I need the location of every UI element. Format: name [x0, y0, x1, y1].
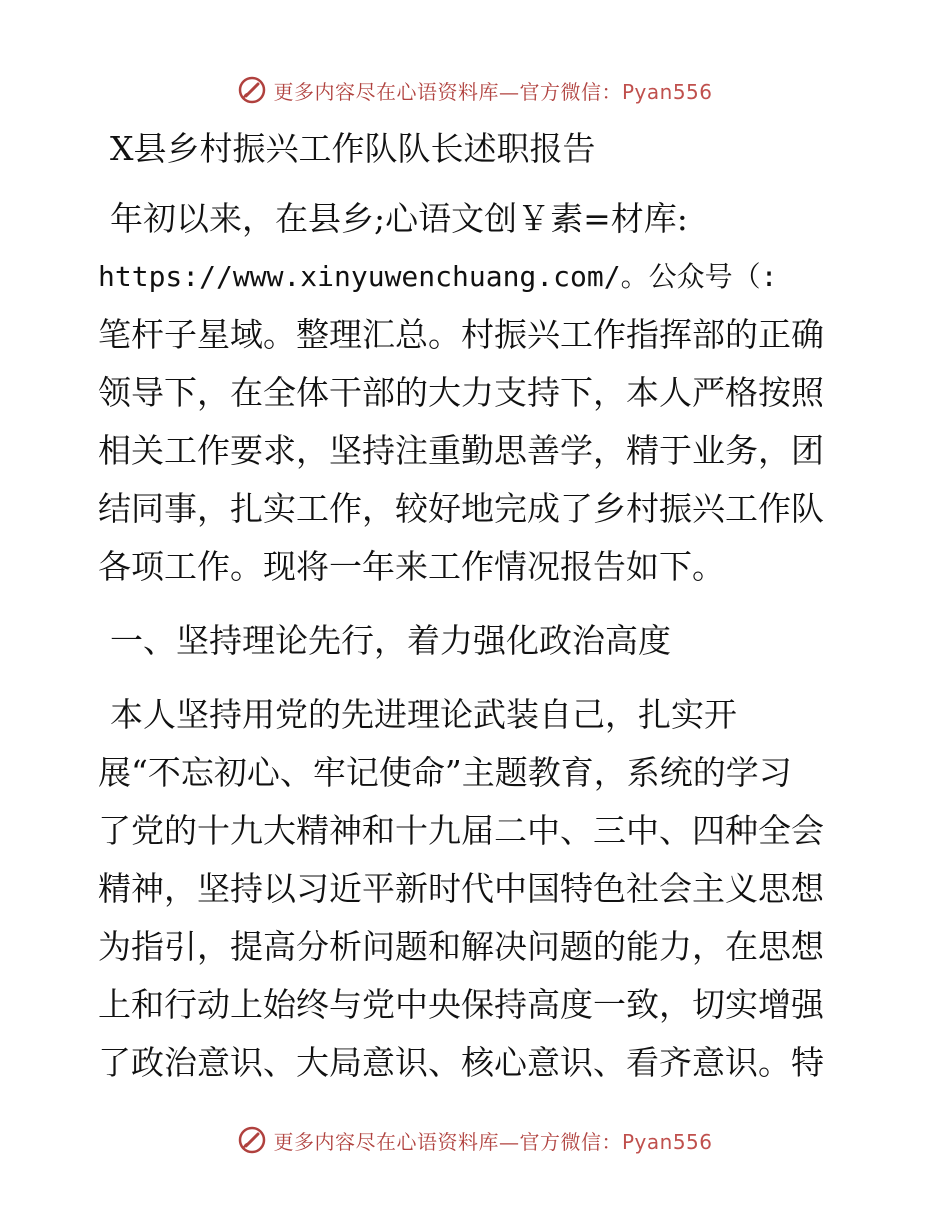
paragraph-line: 精神，坚持以习近平新时代中国特色社会主义思想	[98, 869, 824, 908]
paragraph-line: 年初以来，在县乡;心语文创￥素=材库:	[110, 199, 688, 238]
section-heading: 一、坚持理论先行，着力强化政治高度	[110, 621, 671, 660]
banner-text-cn: 更多内容尽在心语资料库—官方微信：	[273, 1129, 622, 1154]
document-body	[98, 120, 848, 1092]
paragraph-line: 了政治意识、大局意识、核心意识、看齐意识。特	[98, 1043, 824, 1082]
banner-wechat-id: Pyan556	[621, 79, 713, 104]
paragraph-line: 了党的十九大精神和十九届二中、三中、四种全会	[98, 811, 824, 850]
top-watermark-banner	[0, 70, 950, 110]
paragraph-line: 各项工作。现将一年来工作情况报告如下。	[98, 547, 725, 586]
paragraph-line: 上和行动上始终与党中央保持高度一致，切实增强	[98, 985, 824, 1024]
brush-logo-icon	[237, 1125, 267, 1155]
paragraph-line: 结同事，扎实工作，较好地完成了乡村振兴工作队	[98, 489, 824, 528]
banner-text	[273, 76, 712, 105]
banner-text	[273, 1126, 712, 1155]
paragraph-line: 相关工作要求，坚持注重勤思善学，精于业务，团	[98, 431, 824, 470]
bottom-watermark-banner	[0, 1120, 950, 1160]
banner-wechat-id: Pyan556	[621, 1129, 713, 1154]
banner-text-cn: 更多内容尽在心语资料库—官方微信：	[273, 79, 622, 104]
brush-logo-icon	[237, 75, 267, 105]
paragraph-line: 笔杆子星域。整理汇总。村振兴工作指挥部的正确	[98, 315, 824, 354]
paragraph-line: 领导下，在全体干部的大力支持下，本人严格按照	[98, 373, 824, 412]
paragraph-line-url: https://www.xinyuwenchuang.com/。公众号（:	[98, 260, 778, 293]
paragraph-line: 本人坚持用党的先进理论武装自己，扎实开	[110, 695, 737, 734]
document-title: X县乡村振兴工作队队长述职报告	[110, 129, 596, 168]
paragraph-line: 为指引，提高分析问题和解决问题的能力，在思想	[98, 927, 824, 966]
paragraph-line: 展“不忘初心、牢记使命”主题教育，系统的学习	[98, 753, 792, 792]
